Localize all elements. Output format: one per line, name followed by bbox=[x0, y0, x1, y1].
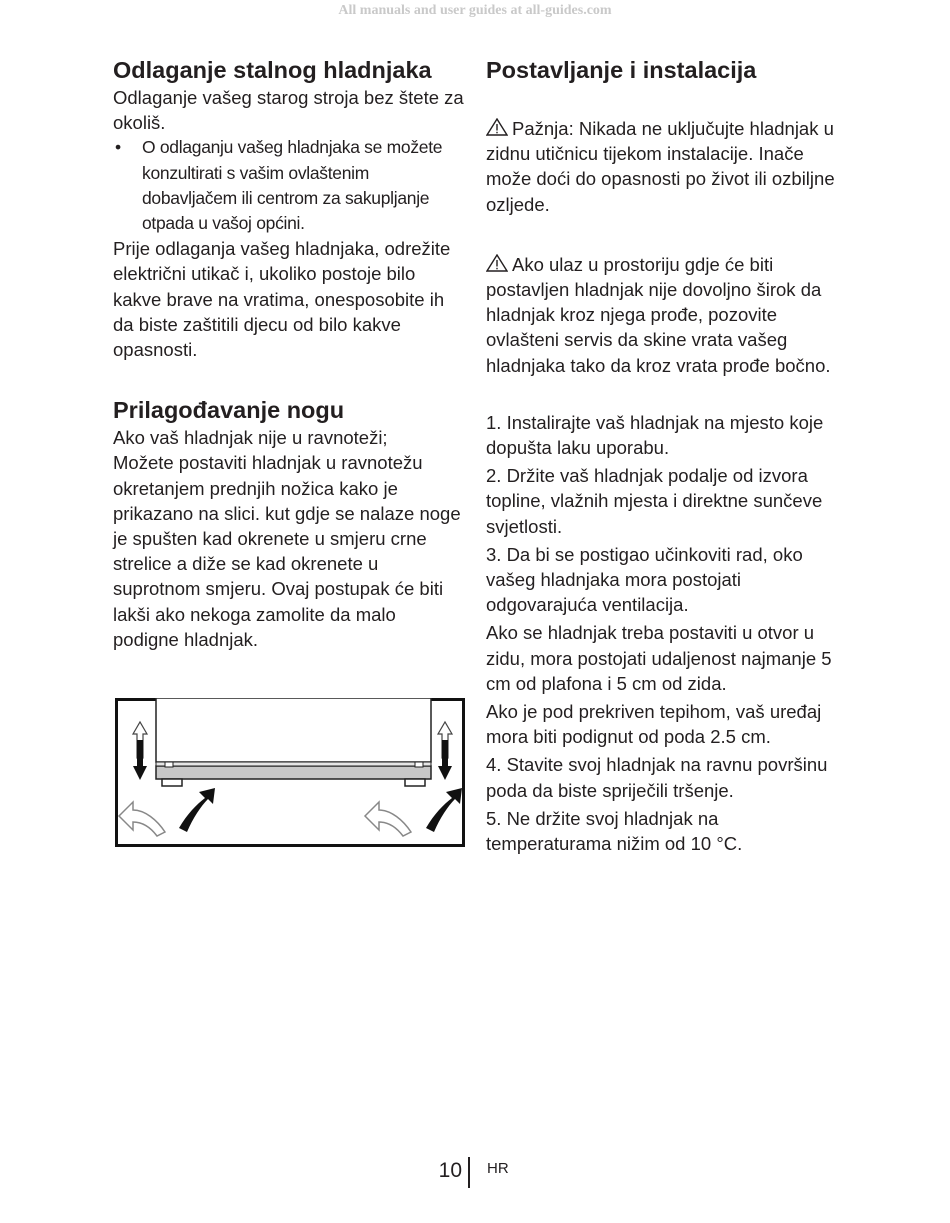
step-item: 1. Instalirajte vaš hladnjak na mjesto koje dopušta laku uporabu. bbox=[486, 411, 824, 459]
disposal-bullet bbox=[113, 135, 465, 236]
installation-steps bbox=[486, 410, 838, 856]
bullet-dot: • bbox=[115, 137, 121, 158]
footer-divider bbox=[468, 1157, 470, 1188]
right-down-arrow-icon bbox=[438, 740, 452, 780]
left-foot bbox=[162, 779, 182, 786]
feet-text: Možete postaviti hladnjak u ravnotežu okretanjem prednjih nožica kako je prikazano na slici. kut gdje se nalaze noge je spušten kad okrenete u smjeru crne strelice a diže se kad okrenete u suprotnom smjeru. Ovaj postupak će biti lakši ako nekoga zamolite da malo podigne hladnjak. bbox=[113, 452, 461, 650]
right-column bbox=[486, 55, 838, 856]
fridge-body bbox=[156, 698, 431, 762]
left-column bbox=[113, 55, 465, 652]
warning-triangle-icon bbox=[486, 254, 508, 272]
warning-triangle-icon bbox=[486, 118, 508, 136]
step-item: 3. Da bi se postigao učinkoviti rad, oko vašeg hladnjaka mora postojati odgovarajuća ventilacija. bbox=[486, 543, 803, 616]
right-foot bbox=[405, 779, 425, 786]
installation-title: Postavljanje i instalacija bbox=[486, 57, 757, 83]
disposal-text: Prije odlaganja vašeg hladnjaka, odrežite električni utikač i, ukoliko postoje bilo kakve brave na vratima, onesposobite ih da biste zaštitili djecu od bilo kakve opasnosti. bbox=[113, 238, 451, 361]
step-item: 2. Držite vaš hladnjak podalje od izvora topline, vlažnih mjesta i direktne sunčeve svjetlosti. bbox=[486, 465, 823, 537]
watermark: All manuals and user guides at all-guides.com bbox=[338, 3, 612, 18]
step-item: Ako se hladnjak treba postaviti u otvor u zidu, mora postojati udaljenost najmanje 5 cm od plafona i 5 cm od zida. bbox=[486, 622, 832, 694]
feet-intro: Ako vaš hladnjak nije u ravnoteži; bbox=[113, 427, 388, 449]
leveling-feet-diagram bbox=[115, 698, 465, 848]
language-code: HR bbox=[487, 1160, 509, 1177]
left-cw-arrow-icon bbox=[179, 788, 215, 832]
left-down-arrow-icon bbox=[133, 740, 147, 780]
disposal-title: Odlaganje stalnog hladnjaka bbox=[113, 57, 432, 83]
disposal-intro: Odlaganje vašeg starog stroja bez štete za okoliš. bbox=[113, 87, 464, 134]
disposal-bullet-text: O odlaganju vašeg hladnjaka se možete konzultirati s vašim ovlaštenim dobavljačem ili centrom za sakupljanje otpada u vašoj općini. bbox=[142, 137, 443, 234]
page-number: 10 bbox=[438, 1159, 462, 1182]
warning-2 bbox=[486, 252, 838, 378]
fridge-base bbox=[156, 766, 431, 779]
warning-1-text: Pažnja: Nikada ne uključujte hladnjak u zidnu utičnicu tijekom instalacije. Inače može doći do opasnosti po život ili ozbiljne ozljede. bbox=[486, 118, 835, 215]
right-cw-arrow-icon bbox=[426, 788, 462, 832]
warning-2-text: Ako ulaz u prostoriju gdje će biti postavljen hladnjak nije dovoljno širok da hladnjak kroz njega prođe, pozovite ovlašteni servis da skine vrata vašeg hladnjaka tako da kroz vrata prođe bočno. bbox=[486, 253, 831, 376]
step-item: 5. Ne držite svoj hladnjak na temperaturama nižim od 10 °C. bbox=[486, 807, 743, 855]
right-ccw-arrow-icon bbox=[365, 802, 411, 836]
feet-title: Prilagođavanje nogu bbox=[113, 397, 345, 424]
left-ccw-arrow-icon bbox=[119, 802, 165, 836]
step-item: 4. Stavite svoj hladnjak na ravnu površinu poda da biste spriječili tršenje. bbox=[486, 754, 828, 801]
warning-1 bbox=[486, 116, 838, 217]
step-item: Ako je pod prekriven tepihom, vaš uređaj mora biti podignut od poda 2.5 cm. bbox=[486, 701, 822, 748]
